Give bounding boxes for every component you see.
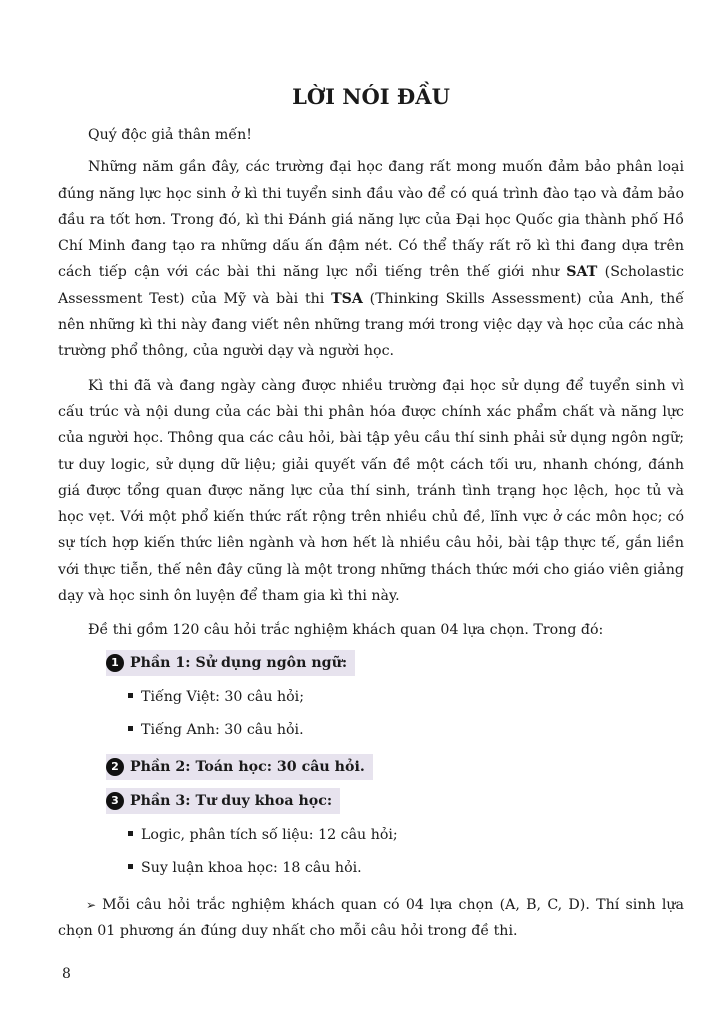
- number-1-icon: 1: [106, 654, 124, 672]
- exam-note: [58, 892, 684, 945]
- section-1-item-1: [128, 682, 684, 715]
- number-3-icon: 3: [106, 792, 124, 810]
- item-text: Suy luận khoa học: 18 câu hỏi.: [141, 859, 362, 876]
- note-text: Mỗi câu hỏi trắc nghiệm khách quan có 04 lựa chọn (A, B, C, D). Thí sinh lựa chọn 01 phương án đúng duy nhất cho mỗi câu hỏi trong đề thi.: [58, 896, 684, 939]
- square-bullet-icon: [128, 693, 133, 698]
- greeting: Quý độc giả thân mến!: [88, 127, 252, 143]
- page-title: LỜI NÓI ĐẦU: [292, 84, 450, 109]
- section-3: [58, 788, 684, 816]
- section-3-item-2: [128, 853, 684, 886]
- arrow-bullet-icon: ➢: [86, 897, 97, 912]
- exam-intro: Đề thi gồm 120 câu hỏi trắc nghiệm khách quan 04 lựa chọn. Trong đó:: [88, 622, 604, 639]
- section-2: [58, 754, 684, 782]
- section-3-item-1: [128, 820, 684, 853]
- section-2-label: Phần 2: Toán học: 30 câu hỏi.: [130, 758, 365, 775]
- square-bullet-icon: [128, 864, 133, 869]
- tsa-term: TSA: [331, 290, 363, 307]
- item-text: Tiếng Anh: 30 câu hỏi.: [141, 721, 304, 738]
- section-1-item-2: [128, 715, 684, 748]
- section-2-heading: [106, 754, 373, 780]
- paragraph-1-text-a: Những năm gần đây, các trường đại học đang rất mong muốn đảm bảo phân loại đúng năng lực học sinh ở kì thi tuyển sinh đầu vào để có quá trình đào tạo và đảm bảo đầu ra tốt hơn. Trong đó, kì thi Đánh giá năng lực của Đại học Quốc gia thành phố Hồ Chí Minh đang tạo ra những dấu ấn đậm nét. Có thể thấy rất rõ kì thi đang dựa trên cách tiếp cận với các bài thi năng lực nổi tiếng trên thế giới như: [58, 159, 684, 281]
- paragraph-1-text-b: (Scholastic Assessment Test) của Mỹ và bài thi: [58, 264, 684, 307]
- sat-term: SAT: [566, 264, 598, 281]
- section-3-label: Phần 3: Tư duy khoa học:: [130, 792, 333, 809]
- square-bullet-icon: [128, 831, 133, 836]
- page-number: 8: [62, 966, 71, 982]
- paragraph-1: [58, 154, 684, 364]
- square-bullet-icon: [128, 726, 133, 731]
- section-3-heading: [106, 788, 340, 814]
- paragraph-1-text-c: (Thinking Skills Assessment) của Anh, thế nên những kì thi này đang viết nên những trang mới trong việc dạy và học của các nhà trường phổ thông, của người dạy và người học.: [58, 290, 684, 360]
- document-page: [58, 82, 684, 944]
- section-1-heading: [106, 650, 355, 676]
- section-1: [58, 650, 684, 678]
- number-2-icon: 2: [106, 758, 124, 776]
- section-1-label: Phần 1: Sử dụng ngôn ngữ:: [130, 654, 348, 671]
- item-text: Logic, phân tích số liệu: 12 câu hỏi;: [141, 826, 398, 843]
- item-text: Tiếng Việt: 30 câu hỏi;: [141, 688, 304, 705]
- exam-sections: [58, 650, 684, 886]
- paragraph-2: Kì thi đã và đang ngày càng được nhiều trường đại học sử dụng để tuyển sinh vì cấu trúc và nội dung của các bài thi phân hóa được chính xác phẩm chất và năng lực của người học. Thông qua các câu hỏi, bài tập yêu cầu thí sinh phải sử dụng ngôn ngữ; tư duy logic, sử dụng dữ liệu; giải quyết vấn đề một cách tối ưu, nhanh chóng, đánh giá được tổng quan được năng lực của thí sinh, tránh tình trạng học lệch, học tủ và học vẹt. Với một phổ kiến thức rất rộng trên nhiều chủ đề, lĩnh vực ở các môn học; có sự tích hợp kiến thức liên ngành và hơn hết là nhiều câu hỏi, bài tập thực tế, gắn liền với thực tiễn, thế nên đây cũng là một trong những thách thức mới cho giáo viên giảng dạy và học sinh ôn luyện để tham gia kì thi này.: [58, 377, 684, 605]
